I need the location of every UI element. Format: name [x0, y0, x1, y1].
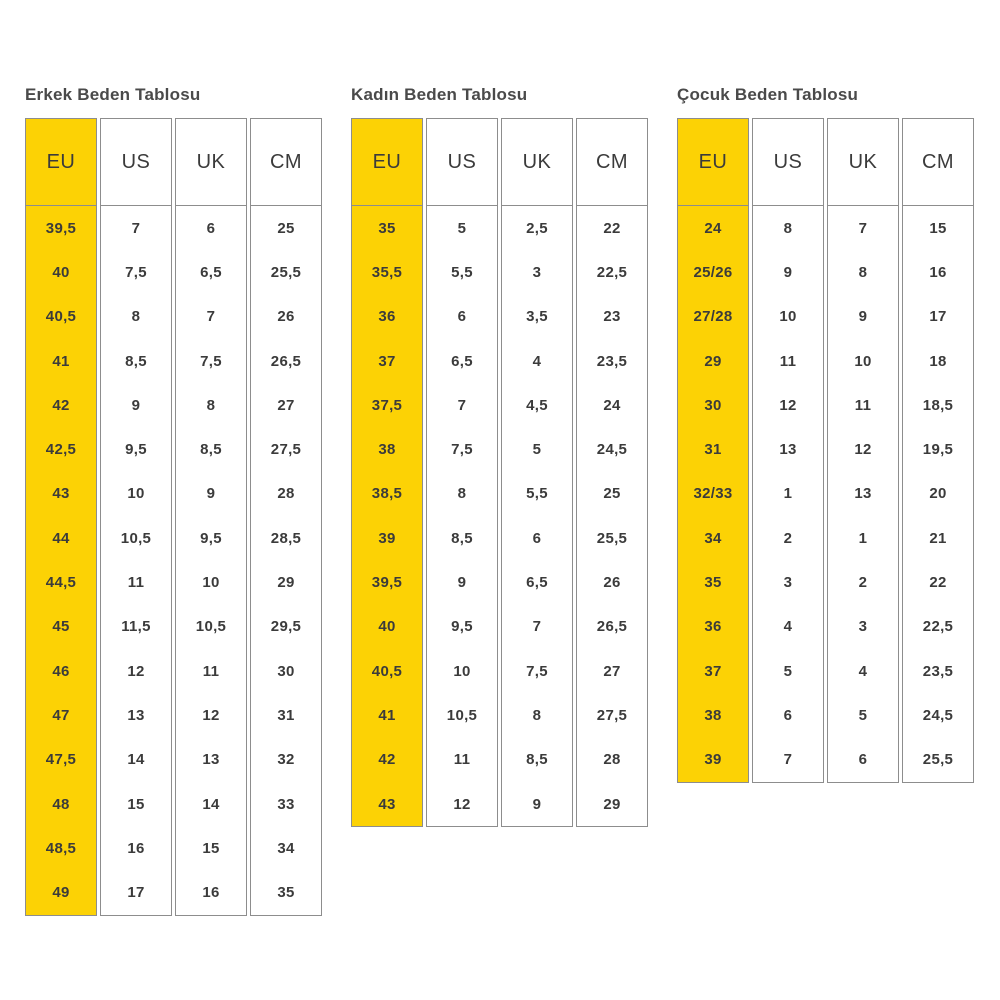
women-size-cell-cm: 22	[603, 219, 621, 237]
men-size-cell-cm: 34	[277, 839, 295, 857]
women-size-cell-uk: 2,5	[526, 219, 548, 237]
men-size-cell-us: 13	[127, 706, 145, 724]
women-size-cell-us: 6,5	[451, 352, 473, 370]
men-size-cell-uk: 13	[202, 751, 220, 769]
women-size-cell-us: 10,5	[446, 706, 478, 724]
men-size-cell-us: 16	[127, 839, 145, 857]
men-size-cell-cm: 25,5	[270, 263, 302, 281]
kids-size-cell-uk: 7	[858, 219, 868, 237]
women-size-cell-uk: 4,5	[526, 396, 548, 414]
men-size-cell-eu: 44	[52, 529, 70, 547]
women-size-cell-us: 11	[453, 751, 471, 769]
men-size-table	[25, 84, 322, 916]
women-column-header-uk: UK	[502, 119, 572, 206]
men-size-cell-us: 8	[131, 308, 141, 326]
men-size-cell-cm: 30	[277, 662, 295, 680]
women-size-cell-uk: 7	[532, 618, 542, 636]
women-size-cell-eu: 38,5	[371, 485, 403, 503]
women-size-cell-uk: 7,5	[526, 662, 548, 680]
men-column-us	[100, 118, 172, 916]
men-size-cell-eu: 43	[52, 485, 70, 503]
men-size-cell-cm: 35	[277, 884, 295, 902]
men-size-cell-eu: 46	[52, 662, 70, 680]
kids-size-cell-eu: 30	[704, 396, 722, 414]
men-size-cell-cm: 33	[277, 795, 295, 813]
women-column-eu	[351, 118, 423, 827]
kids-size-cell-cm: 23,5	[922, 662, 954, 680]
men-column-cm	[250, 118, 322, 916]
kids-size-cell-eu: 35	[704, 574, 722, 592]
kids-size-cell-uk: 12	[854, 441, 872, 459]
kids-size-table-grid	[677, 118, 974, 783]
men-size-cell-eu: 48	[52, 795, 70, 813]
men-size-cell-eu: 45	[52, 618, 70, 636]
kids-size-cell-cm: 18	[929, 352, 947, 370]
men-size-cell-uk: 7	[206, 308, 216, 326]
men-size-cell-cm: 29	[277, 574, 295, 592]
men-size-cell-uk: 15	[202, 839, 220, 857]
kids-size-cell-us: 5	[783, 662, 793, 680]
women-size-cell-eu: 40	[378, 618, 396, 636]
women-size-cell-us: 7,5	[451, 441, 473, 459]
men-size-cell-us: 14	[127, 751, 145, 769]
kids-size-cell-cm: 20	[929, 485, 947, 503]
women-size-cell-us: 10	[453, 662, 471, 680]
kids-size-cell-cm: 18,5	[922, 396, 954, 414]
men-size-cell-us: 10,5	[120, 529, 152, 547]
men-size-table-grid	[25, 118, 322, 916]
women-size-cell-uk: 8	[532, 706, 542, 724]
men-size-cell-cm: 26	[277, 308, 295, 326]
kids-size-cell-us: 4	[783, 618, 793, 636]
men-size-cell-cm: 28	[277, 485, 295, 503]
women-size-cell-eu: 35	[378, 219, 396, 237]
women-size-cell-us: 5,5	[451, 263, 473, 281]
kids-size-cell-uk: 5	[858, 706, 868, 724]
men-size-cell-uk: 10,5	[195, 618, 227, 636]
kids-size-cell-us: 9	[783, 263, 793, 281]
men-size-cell-cm: 31	[277, 706, 295, 724]
men-size-cell-uk: 11	[202, 662, 220, 680]
women-size-cell-cm: 23,5	[596, 352, 628, 370]
kids-size-cell-us: 10	[779, 308, 797, 326]
women-size-cell-eu: 36	[378, 308, 396, 326]
women-size-cell-cm: 29	[603, 795, 621, 813]
women-column-us	[426, 118, 498, 827]
women-size-cell-cm: 25	[603, 485, 621, 503]
kids-column-header-cm: CM	[903, 119, 973, 206]
kids-column-header-uk: UK	[828, 119, 898, 206]
women-size-cell-us: 12	[453, 795, 471, 813]
kids-size-cell-uk: 6	[858, 751, 868, 769]
men-size-cell-eu: 42	[52, 396, 70, 414]
kids-column-uk	[827, 118, 899, 783]
men-size-cell-cm: 29,5	[270, 618, 302, 636]
women-size-table-grid	[351, 118, 648, 827]
men-size-cell-uk: 8	[206, 396, 216, 414]
men-size-cell-cm: 27,5	[270, 441, 302, 459]
men-size-cell-us: 17	[127, 884, 145, 902]
kids-size-cell-eu: 36	[704, 618, 722, 636]
kids-size-cell-eu: 24	[704, 219, 722, 237]
men-size-cell-eu: 47	[52, 706, 70, 724]
women-size-cell-cm: 27	[603, 662, 621, 680]
women-size-cell-uk: 5,5	[526, 485, 548, 503]
women-size-cell-cm: 24,5	[596, 441, 628, 459]
kids-size-cell-cm: 22	[929, 574, 947, 592]
men-column-header-eu: EU	[26, 119, 96, 206]
kids-size-cell-us: 6	[783, 706, 793, 724]
men-size-cell-uk: 12	[202, 706, 220, 724]
women-size-cell-cm: 27,5	[596, 706, 628, 724]
kids-size-cell-eu: 32/33	[693, 485, 733, 503]
men-column-header-cm: CM	[251, 119, 321, 206]
women-size-cell-uk: 3,5	[526, 308, 548, 326]
women-size-cell-eu: 38	[378, 441, 396, 459]
women-size-cell-us: 5	[457, 219, 467, 237]
women-size-cell-us: 6	[457, 308, 467, 326]
kids-size-cell-uk: 10	[854, 352, 872, 370]
men-size-cell-uk: 16	[202, 884, 220, 902]
men-size-cell-us: 9,5	[125, 441, 147, 459]
women-size-cell-eu: 35,5	[371, 263, 403, 281]
kids-size-cell-uk: 1	[858, 529, 868, 547]
women-column-cm	[576, 118, 648, 827]
kids-column-eu	[677, 118, 749, 783]
kids-size-cell-us: 13	[779, 441, 797, 459]
kids-column-header-eu: EU	[678, 119, 748, 206]
men-column-header-us: US	[101, 119, 171, 206]
women-column-header-cm: CM	[577, 119, 647, 206]
men-size-cell-us: 11	[127, 574, 145, 592]
women-size-cell-us: 9	[457, 574, 467, 592]
women-size-cell-eu: 41	[378, 706, 396, 724]
women-size-cell-eu: 39,5	[371, 574, 403, 592]
men-size-cell-uk: 14	[202, 795, 220, 813]
kids-size-cell-cm: 17	[929, 308, 947, 326]
women-size-cell-uk: 8,5	[526, 751, 548, 769]
men-size-cell-uk: 9,5	[200, 529, 222, 547]
kids-size-cell-eu: 27/28	[693, 308, 733, 326]
men-size-cell-eu: 49	[52, 884, 70, 902]
men-size-cell-eu: 47,5	[45, 751, 77, 769]
women-size-cell-cm: 26,5	[596, 618, 628, 636]
men-size-cell-us: 10	[127, 485, 145, 503]
men-size-cell-eu: 48,5	[45, 839, 77, 857]
kids-column-header-us: US	[753, 119, 823, 206]
kids-size-cell-uk: 11	[854, 396, 872, 414]
kids-size-cell-us: 7	[783, 751, 793, 769]
men-size-cell-cm: 27	[277, 396, 295, 414]
women-size-cell-cm: 24	[603, 396, 621, 414]
kids-size-cell-cm: 24,5	[922, 706, 954, 724]
kids-size-cell-uk: 13	[854, 485, 872, 503]
kids-size-cell-eu: 39	[704, 751, 722, 769]
kids-size-table-title: Çocuk Beden Tablosu	[677, 85, 859, 104]
kids-size-cell-uk: 8	[858, 263, 868, 281]
men-size-cell-eu: 42,5	[45, 441, 77, 459]
men-size-cell-uk: 8,5	[200, 441, 222, 459]
kids-size-cell-eu: 37	[704, 662, 722, 680]
kids-size-cell-eu: 29	[704, 352, 722, 370]
kids-size-cell-cm: 21	[929, 529, 947, 547]
kids-size-cell-cm: 19,5	[922, 441, 954, 459]
men-size-cell-eu: 41	[52, 352, 70, 370]
women-size-cell-eu: 37,5	[371, 396, 403, 414]
men-size-cell-us: 15	[127, 795, 145, 813]
women-size-cell-uk: 6,5	[526, 574, 548, 592]
women-size-cell-uk: 9	[532, 795, 542, 813]
women-size-cell-us: 8	[457, 485, 467, 503]
kids-size-cell-uk: 3	[858, 618, 868, 636]
women-size-cell-eu: 37	[378, 352, 396, 370]
men-size-cell-cm: 26,5	[270, 352, 302, 370]
women-size-cell-uk: 6	[532, 529, 542, 547]
men-size-cell-us: 11,5	[121, 618, 151, 636]
women-size-cell-eu: 40,5	[371, 662, 403, 680]
women-size-cell-eu: 42	[378, 751, 396, 769]
kids-column-cm	[902, 118, 974, 783]
women-size-cell-cm: 26	[603, 574, 621, 592]
men-size-cell-cm: 32	[277, 751, 295, 769]
men-size-cell-us: 7,5	[125, 263, 147, 281]
women-size-table	[351, 84, 648, 827]
women-size-cell-cm: 22,5	[596, 263, 628, 281]
men-size-cell-cm: 25	[277, 219, 295, 237]
men-column-uk	[175, 118, 247, 916]
women-size-cell-uk: 3	[532, 263, 542, 281]
men-column-eu	[25, 118, 97, 916]
men-size-cell-cm: 28,5	[270, 529, 302, 547]
men-size-cell-uk: 9	[206, 485, 216, 503]
men-size-cell-uk: 6	[206, 219, 216, 237]
men-size-cell-us: 12	[127, 662, 145, 680]
women-size-cell-cm: 28	[603, 751, 621, 769]
men-size-cell-uk: 10	[202, 574, 220, 592]
women-size-cell-uk: 5	[532, 441, 542, 459]
women-size-cell-us: 8,5	[451, 529, 473, 547]
men-size-cell-us: 7	[131, 219, 141, 237]
men-size-cell-uk: 7,5	[200, 352, 222, 370]
women-size-cell-cm: 23	[603, 308, 621, 326]
men-size-cell-eu: 44,5	[45, 574, 77, 592]
kids-size-cell-uk: 4	[858, 662, 868, 680]
kids-size-table	[677, 84, 974, 783]
kids-size-cell-us: 3	[783, 574, 793, 592]
men-size-cell-eu: 40	[52, 263, 70, 281]
men-size-cell-eu: 39,5	[45, 219, 77, 237]
women-column-header-us: US	[427, 119, 497, 206]
kids-size-cell-eu: 31	[704, 441, 722, 459]
men-size-cell-us: 9	[131, 396, 141, 414]
kids-size-cell-uk: 2	[858, 574, 868, 592]
kids-size-cell-us: 12	[779, 396, 797, 414]
kids-size-cell-cm: 25,5	[922, 751, 954, 769]
men-size-table-title: Erkek Beden Tablosu	[25, 85, 201, 104]
women-size-cell-uk: 4	[532, 352, 542, 370]
kids-size-cell-cm: 15	[929, 219, 947, 237]
women-column-uk	[501, 118, 573, 827]
women-size-cell-eu: 43	[378, 795, 396, 813]
women-size-cell-eu: 39	[378, 529, 396, 547]
women-size-cell-us: 7	[457, 396, 467, 414]
women-size-cell-cm: 25,5	[596, 529, 628, 547]
kids-column-us	[752, 118, 824, 783]
kids-size-cell-us: 8	[783, 219, 793, 237]
men-size-cell-eu: 40,5	[45, 308, 77, 326]
kids-size-cell-eu: 25/26	[693, 263, 733, 281]
kids-size-cell-cm: 16	[929, 263, 947, 281]
kids-size-cell-us: 11	[779, 352, 797, 370]
men-size-cell-uk: 6,5	[200, 263, 222, 281]
kids-size-cell-uk: 9	[858, 308, 868, 326]
women-size-cell-us: 9,5	[451, 618, 473, 636]
kids-size-cell-cm: 22,5	[922, 618, 954, 636]
kids-size-cell-us: 1	[783, 485, 793, 503]
kids-size-cell-eu: 38	[704, 706, 722, 724]
kids-size-cell-eu: 34	[704, 529, 722, 547]
men-size-cell-us: 8,5	[125, 352, 147, 370]
kids-size-cell-us: 2	[783, 529, 793, 547]
women-column-header-eu: EU	[352, 119, 422, 206]
women-size-table-title: Kadın Beden Tablosu	[351, 85, 528, 104]
men-column-header-uk: UK	[176, 119, 246, 206]
